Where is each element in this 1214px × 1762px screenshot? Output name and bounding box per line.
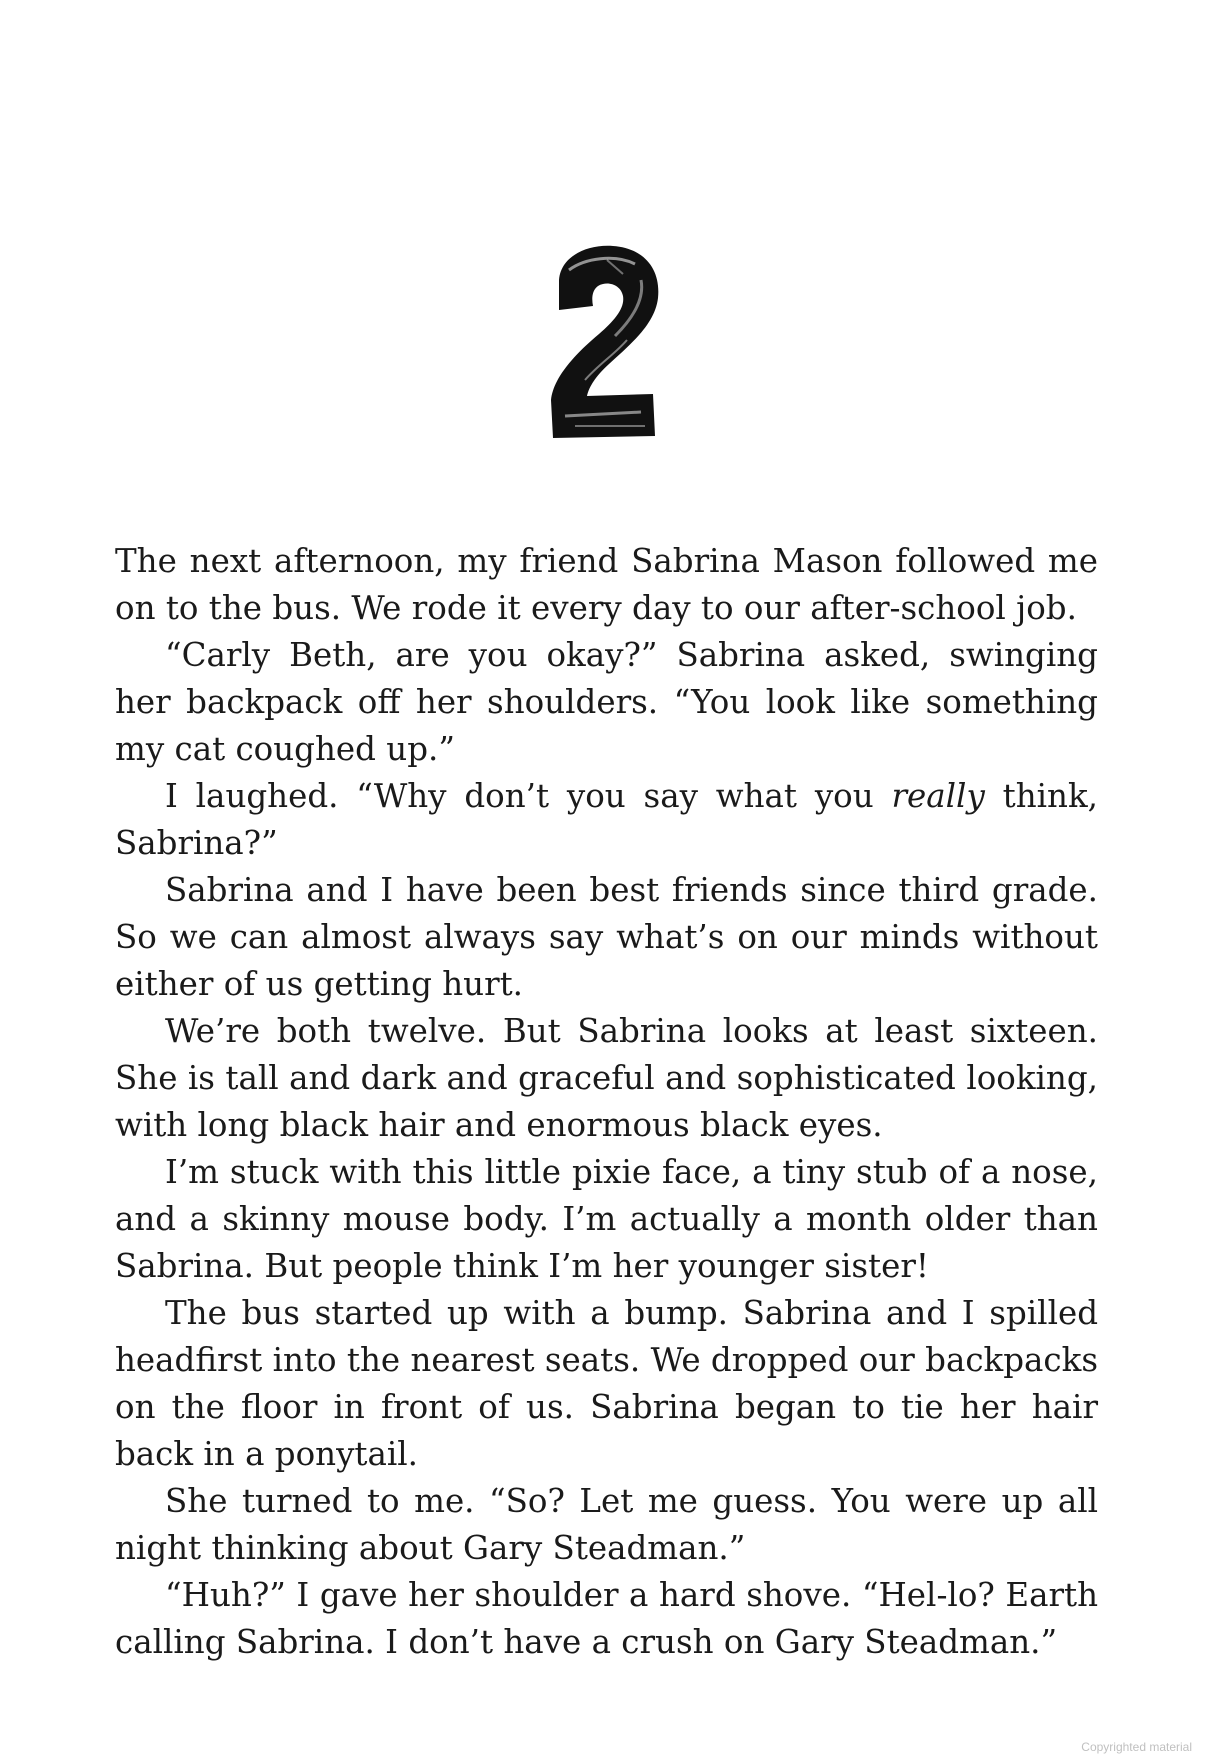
- paragraph: The bus started up with a bump. Sabrina and I spilled headfirst into the nearest seats. We dropped our backpacks on the floor in front of us. Sabrina began to tie her hair back in a ponytail.: [115, 1294, 1098, 1473]
- paragraph: We’re both twelve. But Sabrina looks at least sixteen. She is tall and dark and graceful and sophisticated looking, with long black hair and enormous black eyes.: [115, 1012, 1098, 1144]
- copyright-notice: Copyrighted material: [1081, 1740, 1192, 1754]
- paragraph: I’m stuck with this little pixie face, a tiny stub of a nose, and a skinny mouse body. I’m actually a month older than Sabrina. But people think I’m her younger sister!: [115, 1153, 1098, 1285]
- paragraph: I laughed. “Why don’t you say what you really think, Sabrina?”: [115, 777, 1098, 862]
- paragraph: The next afternoon, my friend Sabrina Mason followed me on to the bus. We rode it every day to our after-school job.: [115, 542, 1098, 627]
- chapter-number-two-glyph: [545, 240, 675, 440]
- paragraph: She turned to me. “So? Let me guess. You were up all night thinking about Gary Steadman.”: [115, 1482, 1098, 1567]
- paragraph: Sabrina and I have been best friends since third grade. So we can almost always say what’s on our minds without either of us getting hurt.: [115, 871, 1098, 1003]
- chapter-body-text: [115, 538, 1098, 1666]
- paragraph: “Huh?” I gave her shoulder a hard shove. “Hel-lo? Earth calling Sabrina. I don’t have a crush on Gary Steadman.”: [115, 1576, 1098, 1661]
- chapter-number: [545, 240, 675, 440]
- paragraph: “Carly Beth, are you okay?” Sabrina asked, swinging her backpack off her shoulders. “You look like something my cat coughed up.”: [115, 636, 1098, 768]
- emphasis-text: really: [891, 777, 985, 815]
